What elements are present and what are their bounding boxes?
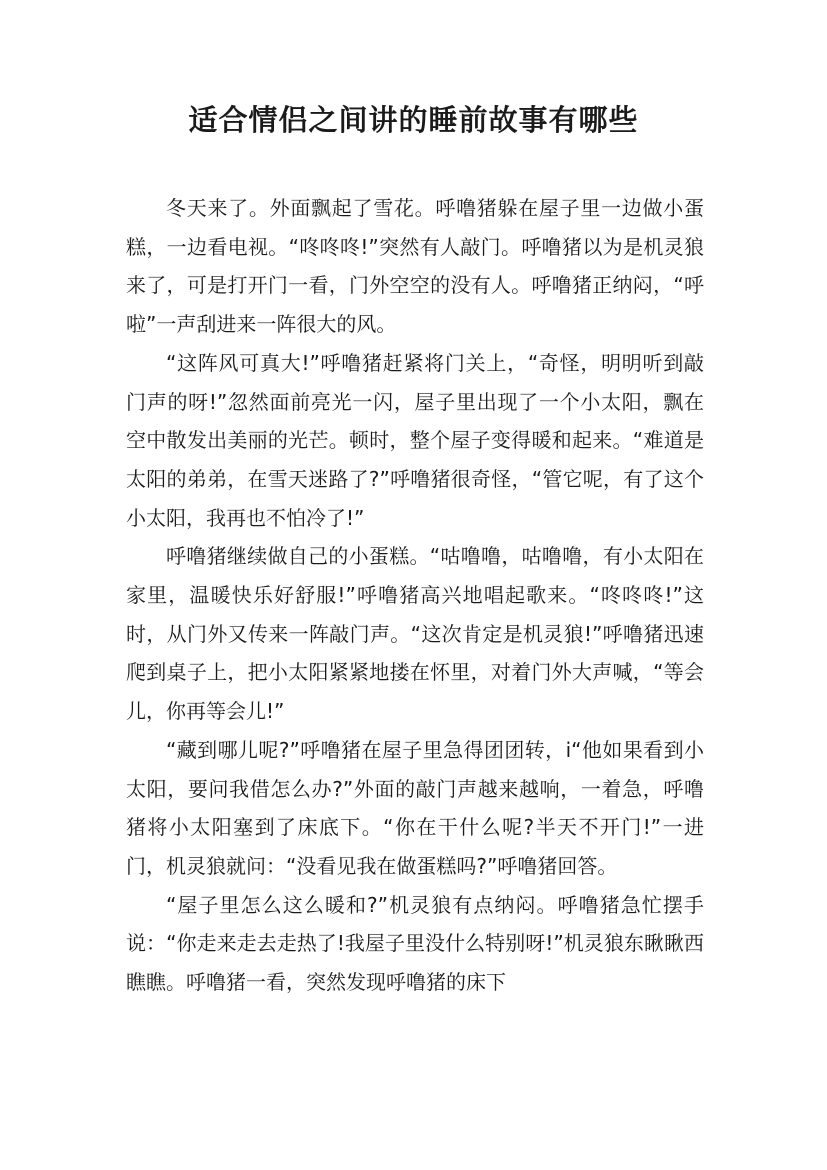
paragraph: 呼噜猪继续做自己的小蛋糕。“咕噜噜，咕噜噜，有小太阳在家里，温暖快乐好舒服!”呼噜猪高兴地唱起歌来。“咚咚咚!”这时，从门外又传来一阵敲门声。“这次肯定是机灵狼!”呼噜猪迅速爬到桌子上，把小太阳紧紧地搂在怀里，对着门外大声喊，“等会儿，你再等会儿!” [126,544,704,724]
paragraph: “藏到哪儿呢?”呼噜猪在屋子里急得团团转，i“他如果看到小太阳，要问我借怎么办?”外面的敲门声越来越响，一着急，呼噜猪将小太阳塞到了床底下。“你在干什么呢?半天不开门!”一进门，机灵狼就问：“没看见我在做蛋糕吗?”呼噜猪回答。 [126,737,704,878]
document-title: 适合情侣之间讲的睡前故事有哪些 [188,103,639,137]
paragraph: 冬天来了。外面飘起了雪花。呼噜猪躲在屋子里一边做小蛋糕，一边看电视。“咚咚咚!”突然有人敲门。呼噜猪以为是机灵狼来了，可是打开门一看，门外空空的没有人。呼噜猪正纳闷，“呼啦”一声刮进来一阵很大的风。 [126,196,704,337]
document-body [126,189,704,1002]
paragraph: “屋子里怎么这么暖和?”机灵狼有点纳闷。呼噜猪急忙摆手说：“你走来走去走热了!我屋子里没什么特别呀!”机灵狼东瞅瞅西瞧瞧。呼噜猪一看，突然发现呼噜猪的床下 [126,892,704,995]
paragraph: “这阵风可真大!”呼噜猪赶紧将门关上，“奇怪，明明听到敲门声的呀!”忽然面前亮光一闪，屋子里出现了一个小太阳，飘在空中散发出美丽的光芒。顿时，整个屋子变得暖和起来。“难道是太阳的弟弟，在雪天迷路了?”呼噜猪很奇怪，“管它呢，有了这个小太阳，我再也不怕冷了!” [126,350,704,530]
